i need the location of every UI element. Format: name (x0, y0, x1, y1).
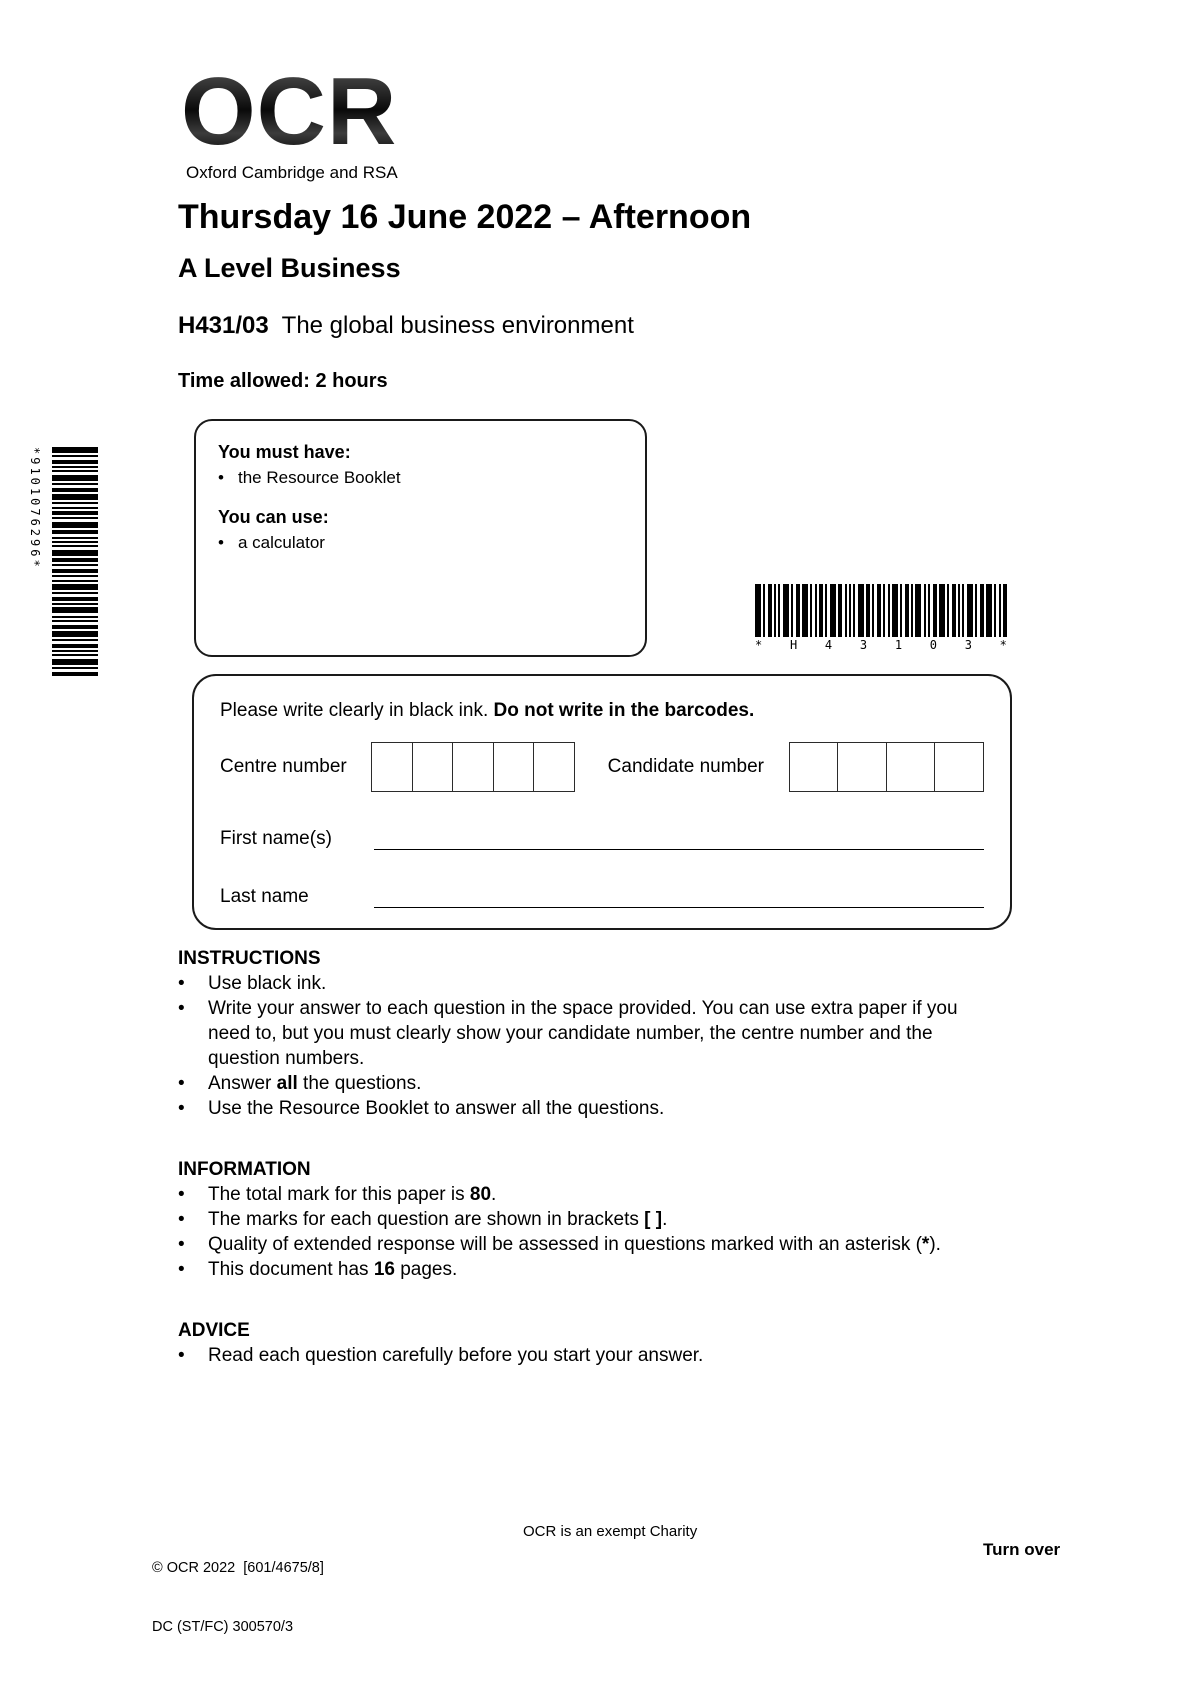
barcode-bar (52, 530, 98, 534)
paper-barcode-caption (755, 638, 1007, 652)
bullet-dot: • (178, 1073, 185, 1094)
text-segment: Use the Resource Booklet to answer all the questions. (208, 1098, 665, 1119)
bullet-dot: • (178, 1184, 185, 1205)
text-segment: Quality of extended response will be assessed in questions marked with an asterisk ( (208, 1234, 922, 1255)
barcode-bar (853, 584, 855, 637)
barcode-bar (915, 584, 921, 637)
barcode-bar (883, 584, 885, 637)
barcode-bar (52, 455, 98, 457)
caption-char: * (755, 638, 763, 652)
barcode-bar (52, 575, 98, 577)
barcode-bar (52, 620, 98, 622)
barcode-bar (52, 654, 98, 656)
bullet-item (178, 996, 1010, 1071)
barcode-bar (939, 584, 945, 637)
barcode-bar (52, 517, 98, 519)
barcode-bar (986, 584, 992, 637)
bullet-item (218, 466, 623, 490)
write-clearly-instruction (220, 700, 984, 722)
barcode-bar (52, 631, 98, 637)
barcode-bar (975, 584, 977, 637)
barcode-bar (962, 584, 964, 637)
bullet-text (208, 1071, 998, 1096)
bullet-dot: • (218, 533, 224, 552)
barcode-bar (52, 541, 98, 543)
bullet-item (178, 1207, 1010, 1232)
materials-box (194, 419, 647, 657)
bullet-item (178, 1343, 1010, 1368)
barcode-bar (933, 584, 937, 637)
number-cell[interactable] (452, 742, 494, 792)
body-content (178, 946, 1010, 1404)
last-name-label: Last name (220, 886, 309, 907)
barcode-bar (52, 466, 98, 468)
barcode-bar (967, 584, 973, 637)
can-use-list (218, 531, 623, 555)
barcode-bar (52, 522, 98, 528)
barcode-bar (52, 470, 98, 472)
barcode-bar (845, 584, 847, 637)
centre-number-cells (373, 742, 576, 792)
page-title: Thursday 16 June 2022 – Afternoon (178, 198, 752, 236)
barcode-bar (838, 584, 842, 637)
barcode-bar (52, 616, 98, 618)
text-segment: . (662, 1209, 668, 1230)
must-have-list (218, 466, 623, 490)
barcode-bar (52, 667, 98, 669)
last-name-row (220, 878, 984, 908)
bullet-dot: • (178, 1259, 185, 1280)
barcode-bar (802, 584, 808, 637)
bullet-dot: • (178, 1234, 185, 1255)
barcode-bar (911, 584, 913, 637)
text-segment: Answer (208, 1073, 277, 1094)
barcode-bar (900, 584, 902, 637)
barcode-bar (52, 644, 98, 648)
advice-heading: ADVICE (178, 1320, 250, 1341)
barcode-bar (866, 584, 870, 637)
barcode-bar (783, 584, 789, 637)
barcode-bar (778, 584, 780, 637)
candidate-number-label: Candidate number (607, 756, 764, 777)
information-section (178, 1157, 1010, 1282)
barcode-bar (52, 603, 98, 605)
instructions-section (178, 946, 1010, 1121)
text-segment: The marks for each question are shown in brackets (208, 1209, 645, 1230)
barcode-bar (819, 584, 823, 637)
bullet-text (208, 971, 998, 996)
barcode-bar (774, 584, 776, 637)
number-cell[interactable] (789, 742, 839, 792)
print-code-line: DC (ST/FC) 300570/3 (152, 1618, 294, 1635)
can-use-label: You can use: (218, 507, 329, 527)
bullet-text (238, 466, 401, 490)
barcode-bar (755, 584, 761, 637)
text-segment: 80 (469, 1184, 492, 1205)
footer-imprint (152, 1520, 324, 1676)
barcode-bar (928, 584, 930, 637)
barcode-bar (872, 584, 874, 637)
bullet-item (178, 1182, 1010, 1207)
barcode-bar (1003, 584, 1007, 637)
text-segment: all (276, 1073, 298, 1094)
barcode-bar (52, 483, 98, 485)
text-segment: pages. (394, 1259, 458, 1280)
barcode-bar (52, 672, 98, 676)
barcode-bar (892, 584, 898, 637)
text-segment: Write your answer to each question in the space provided. You can use extra paper if you need to, but you must clearly show your candidate number, the centre number and the question numbers. (208, 998, 958, 1069)
bullet-text (208, 1232, 998, 1257)
bullet-dot: • (218, 468, 224, 487)
barcode-bar (815, 584, 817, 637)
barcode-bar (52, 597, 98, 601)
barcode-bar (52, 650, 98, 652)
barcode-bar (52, 502, 98, 504)
bullet-text (208, 1343, 998, 1368)
number-cell[interactable] (886, 742, 936, 792)
barcode-bar (52, 564, 98, 566)
bullet-text (208, 996, 998, 1071)
barcode-bar (980, 584, 984, 637)
text-segment: a calculator (238, 533, 325, 552)
caption-char: 4 (824, 638, 833, 652)
bullet-item (178, 971, 1010, 996)
caption-char: 3 (859, 638, 868, 652)
barcode-bar (52, 592, 98, 594)
barcode-bar (52, 460, 98, 464)
number-cell[interactable] (837, 742, 887, 792)
text-segment: [ ] (644, 1209, 663, 1230)
centre-number-label: Centre number (220, 756, 347, 777)
bullet-dot: • (178, 1345, 185, 1366)
bullet-text (208, 1207, 998, 1232)
caption-char: 0 (929, 638, 937, 652)
barcode-bar (768, 584, 772, 637)
barcode-bar (52, 639, 98, 641)
paper-code-and-title (178, 312, 634, 340)
barcode-bar (849, 584, 851, 637)
bullet-item (178, 1096, 1010, 1121)
must-have-label: You must have: (218, 442, 351, 462)
instructions-heading: INSTRUCTIONS (178, 948, 321, 969)
bullet-dot: • (178, 1098, 185, 1119)
barcode-bar (796, 584, 800, 637)
number-cell[interactable] (371, 742, 413, 792)
bullet-dot: • (178, 998, 185, 1019)
candidate-number-cells (790, 742, 984, 792)
information-list (178, 1182, 1010, 1282)
barcode-bar (52, 569, 98, 573)
caption-char: 1 (894, 638, 903, 652)
text-segment: Please write clearly in black ink. (220, 700, 494, 721)
text-segment: 16 (373, 1259, 395, 1280)
caption-char: H (789, 638, 798, 652)
barcode-bar (810, 584, 812, 637)
bullet-text (238, 531, 325, 555)
barcode-bar (924, 584, 926, 637)
barcode-bar (905, 584, 909, 637)
barcode-bar (52, 507, 98, 509)
text-segment: H431/03 (178, 312, 269, 339)
advice-list (178, 1343, 1010, 1368)
barcode-bar (994, 584, 996, 637)
barcode-bar (877, 584, 881, 637)
number-cell[interactable] (493, 742, 535, 792)
bullet-dot: • (178, 1209, 185, 1230)
text-segment: the Resource Booklet (238, 468, 401, 487)
text-segment: Use black ink. (208, 973, 327, 994)
left-barcode-text: *9101076296* (28, 447, 42, 570)
text-segment: . (491, 1184, 497, 1205)
text-segment: the questions. (297, 1073, 422, 1094)
barcode-bar (888, 584, 890, 637)
barcode-bar (947, 584, 949, 637)
first-name-field[interactable] (374, 819, 984, 850)
number-cell[interactable] (934, 742, 984, 792)
information-heading: INFORMATION (178, 1159, 311, 1180)
barcode-bar (52, 475, 98, 481)
barcode-bar (858, 584, 864, 637)
bullet-item (218, 531, 623, 555)
bullet-text (208, 1096, 998, 1121)
charity-note: OCR is an exempt Charity (523, 1523, 698, 1540)
barcode-bar (52, 511, 98, 515)
bullet-dot: • (178, 973, 185, 994)
caption-char: 3 (964, 638, 972, 652)
ocr-logo: OCR (181, 58, 398, 165)
instructions-list (178, 971, 1010, 1121)
copyright-line: © OCR 2022 [601/4675/8] (152, 1560, 324, 1576)
text-segment: The total mark for this paper is (208, 1184, 470, 1205)
turn-over-label: Turn over (983, 1540, 1061, 1559)
barcode-bar (52, 558, 98, 562)
bullet-item (178, 1232, 1010, 1257)
barcode-bar (52, 584, 98, 590)
bullet-text (208, 1257, 998, 1282)
bullet-text (208, 1182, 998, 1207)
barcode-bar (52, 550, 98, 556)
advice-section (178, 1318, 1010, 1368)
barcode-bar (999, 584, 1001, 637)
bullet-item (178, 1071, 1010, 1096)
candidate-details-box (192, 674, 1012, 930)
barcode-bar (52, 537, 98, 539)
bullet-item (178, 1257, 1010, 1282)
barcode-bar (52, 580, 98, 582)
barcode-bar (52, 659, 98, 665)
barcode-bar (52, 447, 98, 453)
first-name-row (220, 820, 984, 850)
text-segment: The global business environment (268, 312, 634, 339)
qualification-title: A Level Business (178, 253, 401, 283)
numbers-row (220, 742, 984, 792)
text-segment: Do not write in the barcodes. (493, 700, 755, 721)
barcode-bar (52, 545, 98, 547)
barcode-bar (958, 584, 960, 637)
number-cell[interactable] (533, 742, 575, 792)
barcode-bar (791, 584, 793, 637)
text-segment: ). (929, 1234, 941, 1255)
left-barcode (52, 447, 98, 676)
text-segment: This document has (208, 1259, 374, 1280)
text-segment: Read each question carefully before you start your answer. (208, 1345, 704, 1366)
last-name-field[interactable] (374, 877, 984, 908)
time-allowed: Time allowed: 2 hours (178, 370, 388, 392)
logo-tagline: Oxford Cambridge and RSA (186, 163, 398, 182)
barcode-bar (830, 584, 836, 637)
barcode-bar (52, 494, 98, 500)
barcode-bar (52, 607, 98, 613)
barcode-bar (52, 625, 98, 629)
barcode-bar (952, 584, 956, 637)
first-name-label: First name(s) (220, 828, 332, 849)
barcode-bar (825, 584, 827, 637)
barcode-bar (763, 584, 765, 637)
barcode-bar (52, 488, 98, 492)
text-segment: * (921, 1234, 930, 1255)
caption-char: * (999, 638, 1007, 652)
paper-barcode (755, 584, 1007, 637)
number-cell[interactable] (412, 742, 454, 792)
